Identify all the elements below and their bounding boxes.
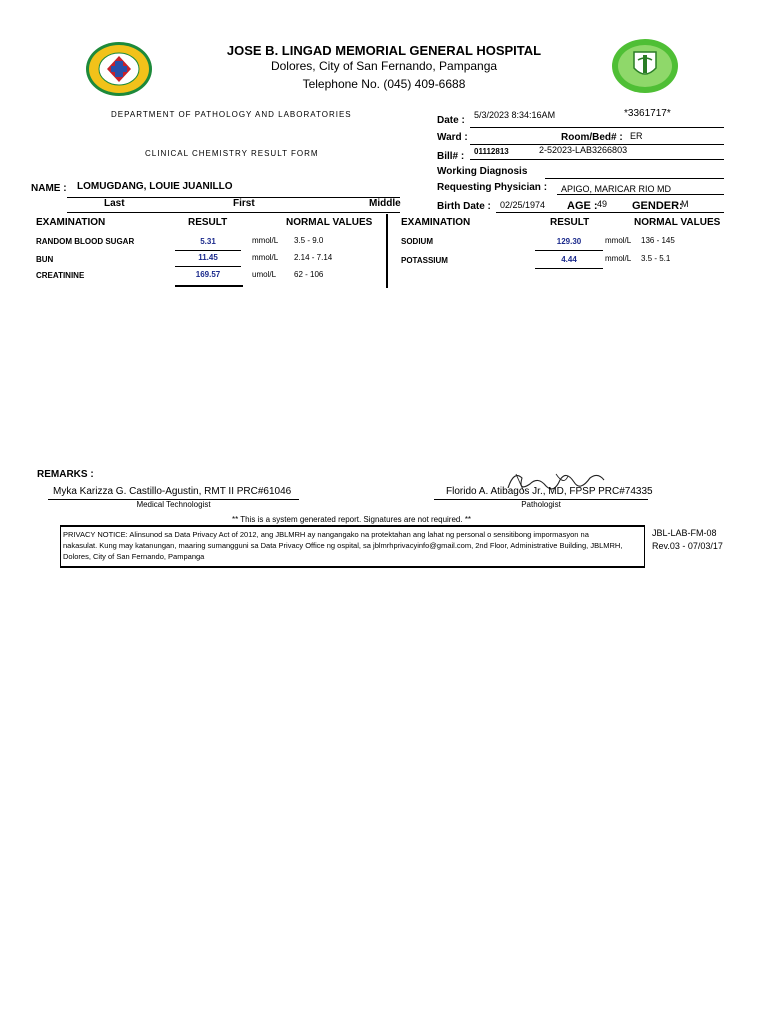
right-result-underline (535, 250, 603, 251)
age-label: AGE : (567, 200, 598, 212)
hospital-name: JOSE B. LINGAD MEMORIAL GENERAL HOSPITAL (226, 43, 542, 58)
left-col-examination: EXAMINATION (36, 217, 106, 228)
physician-underline (557, 194, 724, 195)
left-row-normal: 2.14 - 7.14 (294, 253, 333, 262)
date-label: Date : (437, 115, 465, 126)
left-col-normal: NORMAL VALUES (286, 217, 373, 228)
right-row-unit: mmol/L (605, 254, 632, 263)
hospital-telephone: Telephone No. (045) 409-6688 (302, 77, 466, 91)
form-revision: Rev.03 - 07/03/17 (652, 541, 723, 551)
gender-value: M (681, 199, 689, 209)
department-title: DEPARTMENT OF PATHOLOGY AND LABORATORIES (111, 110, 352, 119)
diagnosis-label: Working Diagnosis (437, 166, 528, 177)
name-caption-underline (67, 212, 400, 213)
name-label: NAME : (31, 183, 67, 194)
privacy-notice-box (60, 525, 645, 568)
right-row-exam: POTASSIUM (401, 256, 448, 265)
left-row-exam: BUN (36, 255, 54, 264)
system-note: ** This is a system generated report. Signatures are not required. ** (231, 515, 472, 524)
left-row-normal: 3.5 - 9.0 (294, 236, 324, 245)
last-name-caption: Last (104, 198, 125, 209)
left-col-result: RESULT (188, 217, 228, 228)
left-result-underline (175, 285, 243, 287)
medtech-name: Myka Karizza G. Castillo-Agustin, RMT II PRC#61046 (53, 486, 292, 497)
date-value: 5/3/2023 8:34:16AM (474, 110, 556, 120)
left-row-result: 169.57 (195, 270, 221, 279)
left-row-normal: 62 - 106 (294, 270, 324, 279)
table-divider (386, 214, 388, 288)
privacy-notice-text: PRIVACY NOTICE: Alinsunod sa Data Privacy Act of 2012, ang JBLMRH ay nangangako na protektahan ang lahat ng personal o sensitibong impormasyon na nakasulat. Kung may katanungan, maaring sumangguni sa Data Privacy Office ng ospital, sa jblmrhprivacyinfo@gmail.com, 2nd Floor, Administrative Building, JBLMRH, Dolores, City of San Fernando, Pampanga (63, 530, 623, 561)
room-label: Room/Bed# : (561, 132, 623, 143)
ward-label: Ward : (437, 132, 468, 143)
left-row-result: 11.45 (198, 253, 218, 262)
right-col-normal: NORMAL VALUES (634, 217, 721, 228)
left-row-exam: CREATININE (36, 271, 85, 280)
physician-label: Requesting Physician : (437, 182, 548, 193)
bill-value-secondary: 2-52023-LAB3266803 (539, 145, 628, 155)
right-result-underline (535, 268, 603, 269)
bill-value: 01112813 (474, 147, 509, 156)
right-col-result: RESULT (550, 217, 590, 228)
pathologist-title: Pathologist (521, 500, 561, 509)
birth-underline (496, 212, 724, 213)
hospital-address: Dolores, City of San Fernando, Pampanga (270, 59, 498, 73)
medtech-title: Medical Technologist (136, 500, 211, 509)
age-value: 49 (597, 199, 608, 209)
diagnosis-underline (545, 178, 724, 179)
left-row-unit: mmol/L (252, 236, 279, 245)
left-result-underline (175, 250, 241, 251)
physician-value: APIGO, MARICAR RIO MD (561, 184, 672, 194)
right-col-examination: EXAMINATION (401, 217, 471, 228)
middle-name-caption: Middle (369, 198, 401, 209)
right-row-normal: 136 - 145 (641, 236, 675, 245)
left-row-exam: RANDOM BLOOD SUGAR (36, 237, 135, 246)
left-row-unit: umol/L (252, 270, 277, 279)
birth-label: Birth Date : (437, 201, 491, 212)
form-code: JBL-LAB-FM-08 (652, 528, 717, 538)
doh-logo (84, 41, 154, 97)
right-row-normal: 3.5 - 5.1 (641, 254, 671, 263)
barcode-text: *3361717* (624, 108, 671, 119)
pathologist-name: Florido A. Atibagos Jr., MD, FPSP PRC#74335 (446, 486, 653, 497)
first-name-caption: First (233, 198, 255, 209)
room-value: ER (630, 131, 643, 141)
right-row-exam: SODIUM (401, 237, 433, 246)
gender-label: GENDER: (632, 200, 683, 212)
remarks-label: REMARKS : (37, 469, 94, 480)
hospital-logo (610, 38, 680, 94)
patient-name: LOMUGDANG, LOUIE JUANILLO (77, 181, 233, 192)
right-row-result: 129.30 (556, 237, 582, 246)
left-row-result: 5.31 (200, 237, 216, 246)
form-title: CLINICAL CHEMISTRY RESULT FORM (145, 149, 319, 158)
left-row-unit: mmol/L (252, 253, 279, 262)
right-row-result: 4.44 (561, 255, 577, 264)
right-row-unit: mmol/L (605, 236, 632, 245)
left-result-underline (175, 266, 241, 267)
bill-label: Bill# : (437, 151, 465, 162)
date-underline (470, 127, 724, 128)
birth-value: 02/25/1974 (500, 200, 546, 210)
bill-underline (470, 159, 724, 160)
